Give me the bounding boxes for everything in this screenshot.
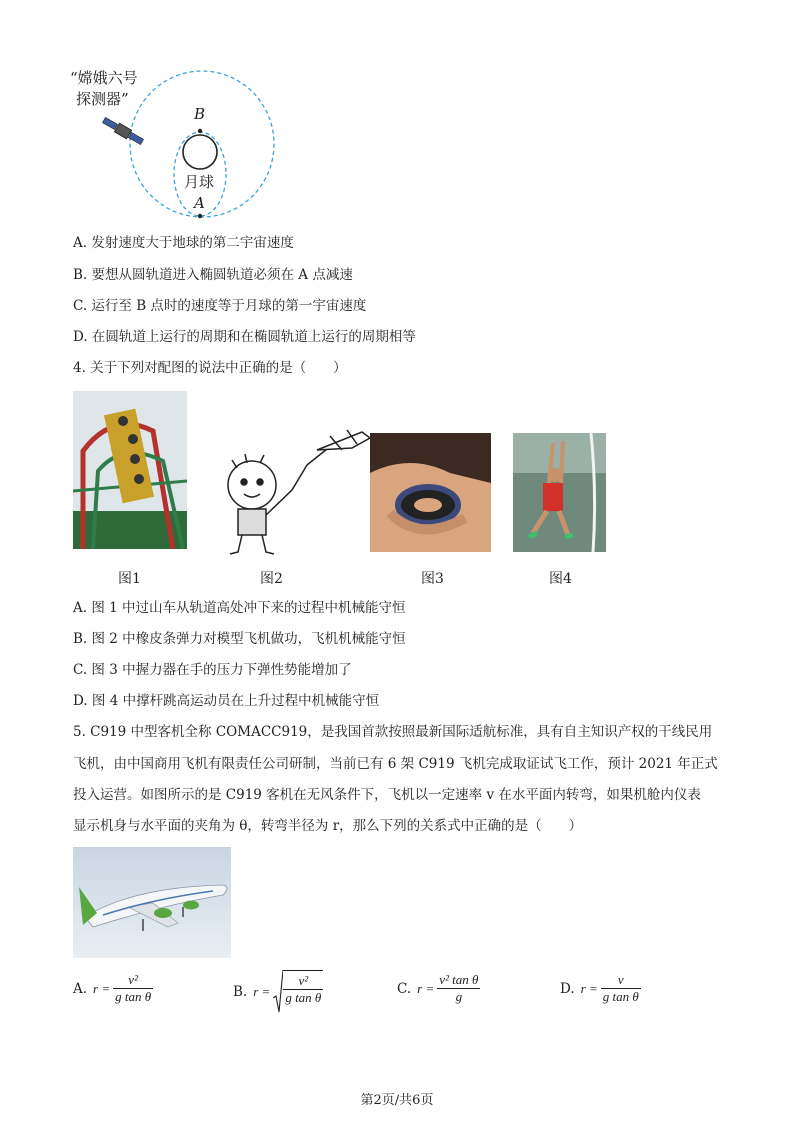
q5-stem-line4: 显示机身与水平面的夹角为 θ，转弯半径为 r，那么下列的关系式中正确的是（ ） bbox=[73, 818, 583, 834]
q5-option-c-lhs: r = bbox=[417, 980, 435, 996]
figure-3-caption: 图3 bbox=[421, 571, 444, 587]
q3-option-d: D. 在圆轨道上运行的周期和在椭圆轨道上运行的周期相等 bbox=[73, 329, 416, 345]
q5-option-a-label: A. bbox=[73, 980, 88, 997]
q5-option-c-numerator: v² tan θ bbox=[439, 972, 479, 987]
page-footer: 第2页/共6页 bbox=[360, 1093, 434, 1108]
q4-option-b: B. 图 2 中橡皮条弹力对模型飞机做功，飞机机械能守恒 bbox=[73, 631, 406, 647]
point-a-label: A bbox=[194, 194, 205, 212]
moon-label: 月球 bbox=[184, 173, 215, 191]
figure-2-model-plane bbox=[212, 420, 377, 560]
q3-option-a: A. 发射速度大于地球的第二宇宙速度 bbox=[73, 235, 294, 251]
q5-option-a-lhs: r = bbox=[93, 980, 111, 996]
q4-option-c: C. 图 3 中握力器在手的压力下弹性势能增加了 bbox=[73, 662, 352, 678]
figure-1-caption: 图1 bbox=[118, 571, 141, 587]
figure-c919-aircraft bbox=[73, 847, 231, 958]
probe-label-line1: “嫦娥六号 bbox=[70, 69, 138, 87]
q4-option-a: A. 图 1 中过山车从轨道高处冲下来的过程中机械能守恒 bbox=[73, 600, 406, 616]
satellite-icon bbox=[101, 116, 144, 147]
moon-circle bbox=[183, 135, 217, 169]
point-b-label: B bbox=[194, 105, 206, 123]
point-a-dot bbox=[198, 214, 202, 218]
q5-stem-line2: 飞机，由中国商用飞机有限责任公司研制，当前已有 6 架 C919 飞机完成取证试飞工作，预计 2021 年正式 bbox=[73, 756, 718, 772]
q3-option-b: B. 要想从圆轨道进入椭圆轨道必须在 A 点减速 bbox=[73, 267, 353, 283]
probe-label-line2: 探测器” bbox=[76, 90, 129, 108]
q5-option-c-label: C. bbox=[397, 980, 412, 997]
q5-option-b-denominator: g tan θ bbox=[285, 990, 322, 1005]
q5-option-d-lhs: r = bbox=[580, 980, 598, 996]
q5-option-a-denominator: g tan θ bbox=[115, 989, 152, 1004]
sqrt-sign bbox=[273, 970, 323, 1014]
q5-option-b-label: B. bbox=[233, 984, 248, 1000]
q3-option-c: C. 运行至 B 点时的速度等于月球的第一宇宙速度 bbox=[73, 298, 367, 314]
q5-option-b-numerator: v² bbox=[283, 973, 323, 990]
q5-option-d-denominator: g tan θ bbox=[602, 989, 639, 1004]
q4-stem: 4. 关于下列对配图的说法中正确的是（ ） bbox=[73, 360, 347, 376]
q4-option-d: D. 图 4 中撑杆跳高运动员在上升过程中机械能守恒 bbox=[73, 693, 380, 709]
q5-stem-line1: 5. C919 中型客机全称 COMACC919，是我国首款按照最新国际适航标准，具有自主知识产权的干线民用 bbox=[73, 724, 713, 740]
q5-stem-line3: 投入运营。如图所示的是 C919 客机在无风条件下，飞机以一定速率 v 在水平面内转弯，如果机舱内仪表 bbox=[73, 787, 701, 803]
q5-option-c bbox=[397, 972, 480, 1005]
q5-option-a bbox=[73, 972, 153, 1005]
q5-option-d-numerator: v bbox=[601, 972, 641, 989]
figure-1-roller-coaster bbox=[73, 391, 187, 549]
point-b-dot bbox=[198, 129, 202, 133]
orbit-diagram bbox=[70, 64, 290, 224]
figure-2-caption: 图2 bbox=[260, 571, 283, 587]
q5-option-b bbox=[233, 970, 323, 1014]
q5-option-d-label: D. bbox=[560, 980, 575, 997]
q5-option-c-denominator: g bbox=[455, 989, 463, 1004]
q5-option-d bbox=[560, 972, 641, 1005]
q5-option-b-lhs: r = bbox=[253, 984, 271, 999]
q5-option-a-numerator: v² bbox=[113, 972, 153, 989]
figure-4-caption: 图4 bbox=[549, 571, 572, 587]
figure-3-hand-gripper bbox=[370, 433, 491, 552]
figure-4-pole-vault bbox=[513, 433, 606, 552]
